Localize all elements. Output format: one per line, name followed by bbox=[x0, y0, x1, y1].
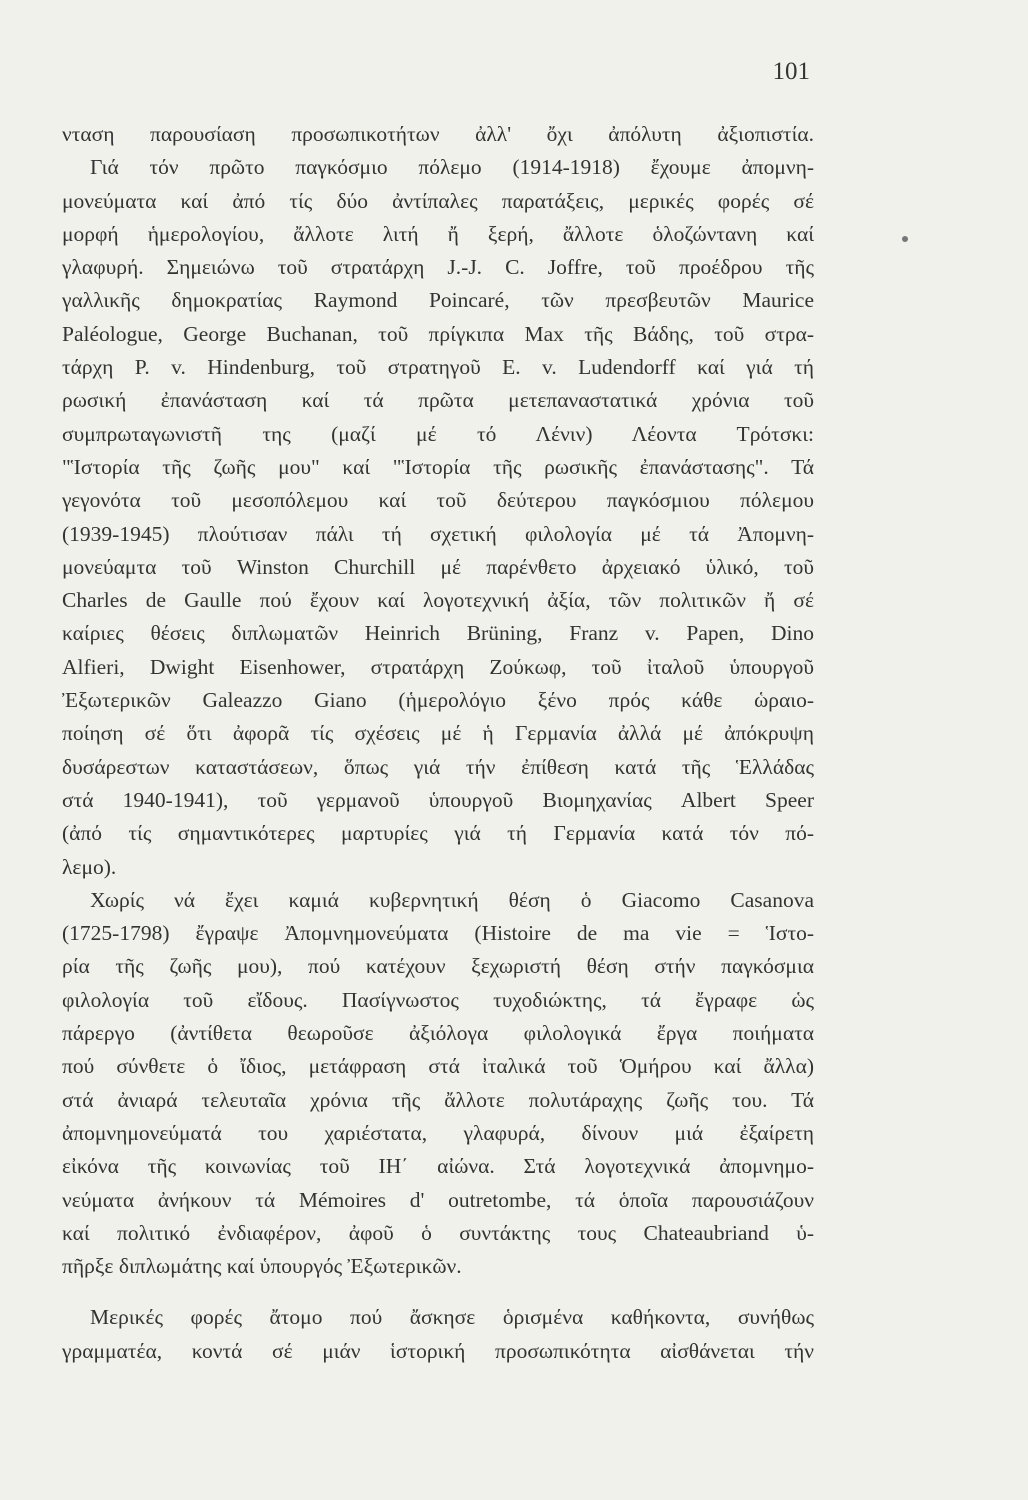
text-line: γαλλικῆς δημοκρατίας Raymond Poincaré, τῶν πρεσβευτῶν Maurice bbox=[62, 288, 814, 313]
text-line: μονεύαμτα τοῦ Winston Churchill μέ παρένθετο ἀρχειακό ὑλικό, τοῦ bbox=[62, 554, 814, 579]
page-number: 101 bbox=[772, 58, 810, 85]
text-line: Alfieri, Dwight Eisenhower, στρατάρχη Ζούκωφ, τοῦ ἰταλοῦ ὑπουργοῦ bbox=[62, 654, 814, 679]
text-line: δυσάρεστων καταστάσεων, ὅπως γιά τήν ἐπίθεση κατά τῆς Ἑλλάδας bbox=[62, 754, 814, 779]
text-line: γεγονότα τοῦ μεσοπόλεμου καί τοῦ δεύτερου παγκόσμιου πόλεμου bbox=[62, 488, 814, 513]
text-line: λεμο). bbox=[62, 854, 117, 879]
text-line: ρωσική ἐπανάσταση καί τά πρῶτα μετεπαναστατικά χρόνια τοῦ bbox=[62, 388, 814, 413]
show-through-text bbox=[850, 180, 910, 220]
text-line: Χωρίς νά ἔχει καμιά κυβερνητική θέση ὁ Giacomo Casanova bbox=[90, 887, 814, 912]
text-line: πάρεργο (ἀντίθετα θεωροῦσε ἀξιόλογα φιλολογικά ἔργα ποιήματα bbox=[62, 1021, 814, 1046]
text-line: ποίηση σέ ὅτι ἀφορᾶ τίς σχέσεις μέ ἡ Γερμανία ἀλλά μέ ἀπόκρυψη bbox=[62, 721, 814, 746]
ink-speck bbox=[902, 236, 908, 242]
text-line: μονεύματα καί ἀπό τίς δύο ἀντίπαλες παρατάξεις, μερικές φορές σέ bbox=[62, 188, 814, 213]
text-line: (ἀπό τίς σημαντικότερες μαρτυρίες γιά τή Γερμανία κατά τόν πό- bbox=[62, 821, 814, 846]
text-line: πῆρξε διπλωμάτης καί ὑπουργός Ἐξωτερικῶν. bbox=[62, 1254, 462, 1279]
body-text bbox=[62, 118, 814, 1368]
text-line: στά ἀνιαρά τελευταῖα χρόνια τῆς ἄλλοτε πολυτάραχης ζωῆς του. Τά bbox=[62, 1087, 814, 1112]
text-line: εἰκόνα τῆς κοινωνίας τοῦ ΙΗ΄ αἰώνα. Στά λογοτεχνικά ἀπομνημο- bbox=[62, 1154, 814, 1179]
text-line: (1725-1798) ἔγραψε Ἀπομνημονεύματα (Histoire de ma vie = Ἱστο- bbox=[62, 921, 814, 946]
text-line: συμπρωταγωνιστῆ της (μαζί μέ τό Λένιν) Λέοντα Τρότσκι: bbox=[62, 421, 814, 446]
text-line: τάρχη P. v. Hindenburg, τοῦ στρατηγοῦ E. v. Ludendorff καί γιά τή bbox=[62, 355, 814, 380]
text-line: Paléologue, George Buchanan, τοῦ πρίγκιπα Max τῆς Βάδης, τοῦ στρα- bbox=[62, 321, 814, 346]
text-line: Ἐξωτερικῶν Galeazzo Giano (ἡμερολόγιο ξένο πρός κάθε ὡραιο- bbox=[62, 688, 814, 713]
text-line: φιλολογία τοῦ εἴδους. Πασίγνωστος τυχοδιώκτης, τά ἔγραφε ὡς bbox=[62, 987, 814, 1012]
text-line: ἀπομνημονεύματά του χαριέστατα, γλαφυρά, δίνουν μιά ἐξαίρετη bbox=[62, 1120, 814, 1145]
text-line: Γιά τόν πρῶτο παγκόσμιο πόλεμο (1914-1918) ἔχουμε ἀπομνη- bbox=[90, 155, 814, 180]
text-line: (1939-1945) πλούτισαν πάλι τή σχετική φιλολογία μέ τά Ἀπομνη- bbox=[62, 521, 814, 546]
text-line: ρία τῆς ζωῆς μου), πού κατέχουν ξεχωριστή θέση στήν παγκόσμια bbox=[62, 954, 814, 979]
text-line: Μερικές φορές ἄτομο πού ἄσκησε ὁρισμένα καθήκοντα, συνήθως bbox=[90, 1305, 814, 1330]
text-line: "Ἱστορία τῆς ζωῆς μου" καί "Ἱστορία τῆς ρωσικῆς ἐπανάστασης". Τά bbox=[62, 454, 814, 479]
text-line: στά 1940-1941), τοῦ γερμανοῦ ὑπουργοῦ Βιομηχανίας Albert Speer bbox=[62, 787, 814, 812]
text-line: πού σύνθετε ὁ ἴδιος, μετάφραση στά ἰταλικά τοῦ Ὁμήρου καί ἄλλα) bbox=[62, 1054, 814, 1079]
text-line: γλαφυρή. Σημειώνω τοῦ στρατάρχη J.-J. C. Joffre, τοῦ προέδρου τῆς bbox=[62, 255, 814, 280]
text-line: καίριες θέσεις διπλωματῶν Heinrich Brüning, Franz v. Papen, Dino bbox=[62, 621, 814, 646]
text-line: Charles de Gaulle πού ἔχουν καί λογοτεχνική ἀξία, τῶν πολιτικῶν ἤ σέ bbox=[62, 588, 814, 613]
text-line: νταση παρουσίαση προσωπικοτήτων ἀλλ' ὄχι ἀπόλυτη ἀξιοπιστία. bbox=[62, 122, 814, 146]
text-line: μορφή ἡμερολογίου, ἄλλοτε λιτή ἤ ξερή, ἄλλοτε ὁλοζώντανη καί bbox=[62, 221, 814, 246]
text-line: γραμματέα, κοντά σέ μιάν ἱστορική προσωπικότητα αἰσθάνεται τήν bbox=[62, 1338, 814, 1363]
text-line: νεύματα ἀνήκουν τά Mémoires d' outretombe, τά ὁποῖα παρουσιάζουν bbox=[62, 1187, 814, 1212]
text-line: καί πολιτικό ἐνδιαφέρον, ἀφοῦ ὁ συντάκτης τους Chateaubriand ὑ- bbox=[62, 1220, 814, 1245]
